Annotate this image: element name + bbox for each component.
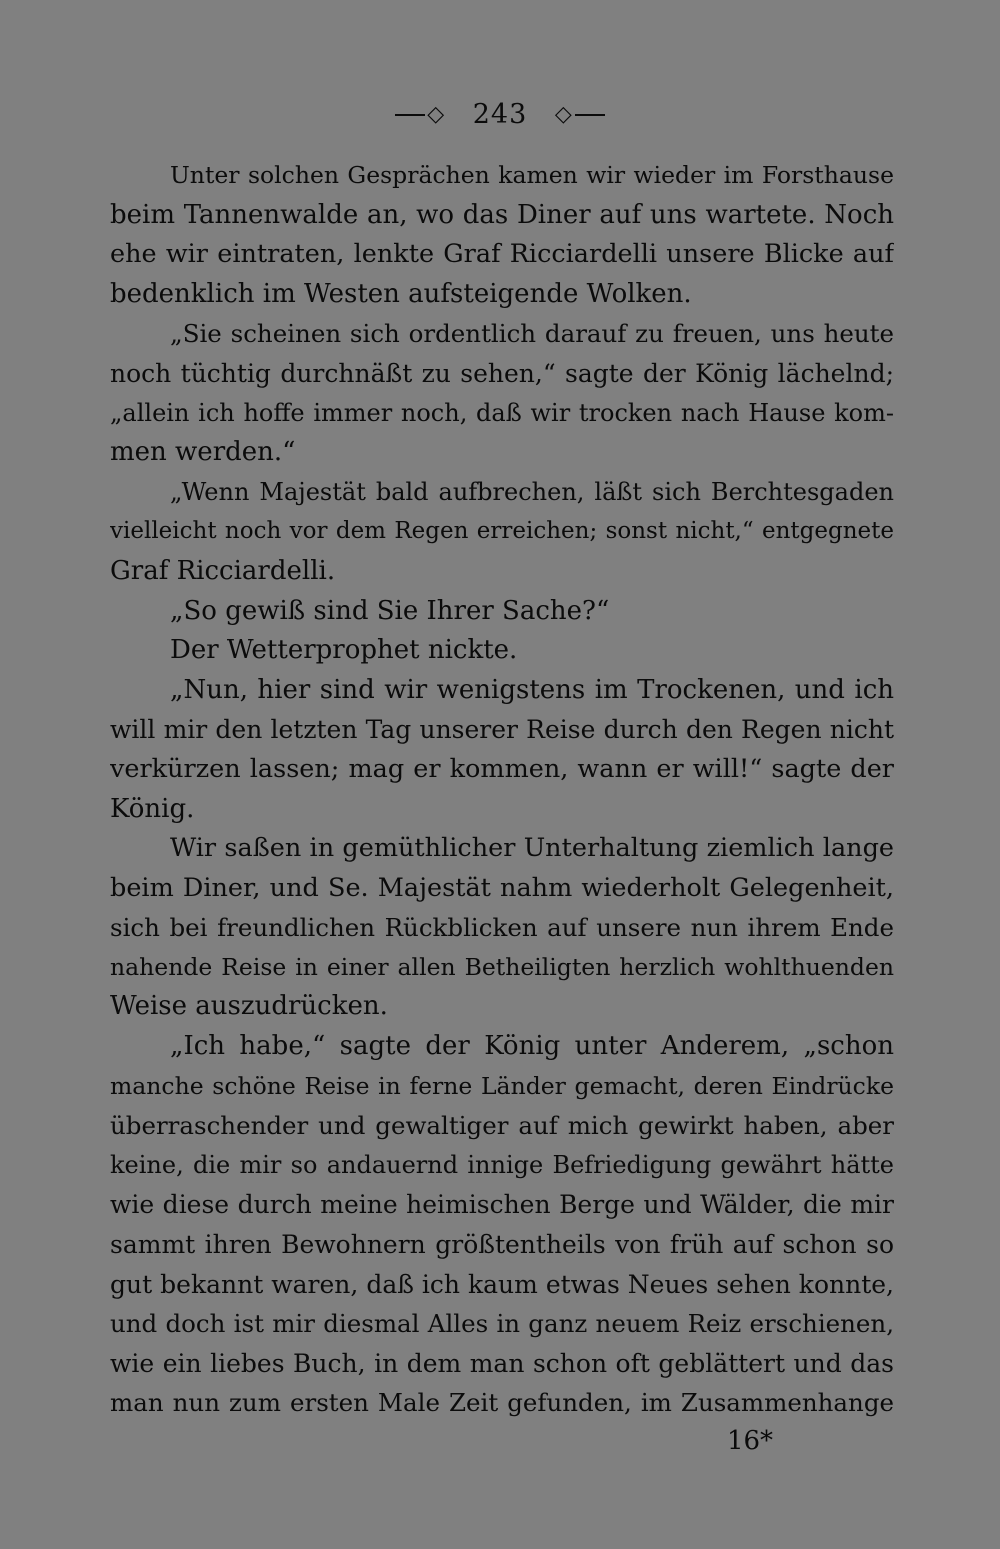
text-line: „Nun, hier sind wir wenigstens im Trockenen, und ich: [170, 674, 894, 705]
ornament-right-icon: ◇: [554, 102, 573, 127]
text-line: verkürzen lassen; mag er kommen, wann er will!“ sagte der: [110, 753, 894, 784]
text-line: Graf Ricciardelli.: [110, 555, 336, 586]
text-line: manche schöne Reise in ferne Länder gemacht, deren Eindrücke: [110, 1071, 894, 1100]
text-line: gut bekannt waren, daß ich kaum etwas Neues sehen konnte,: [110, 1269, 894, 1299]
text-line: beim Diner, und Se. Majestät nahm wiederholt Gelegenheit,: [110, 872, 894, 903]
text-line: König.: [110, 793, 195, 824]
ornament-left-icon: ◇: [427, 102, 446, 127]
text-line: Der Wetterprophet nickte.: [170, 635, 518, 666]
header-rule-left: [395, 114, 425, 116]
text-line: wie diese durch meine heimischen Berge und Wälder, die mir: [110, 1190, 894, 1220]
text-line: überraschender und gewaltiger auf mich gewirkt haben, aber: [110, 1111, 894, 1141]
text-line: bedenklich im Westen aufsteigende Wolken.: [110, 278, 692, 309]
text-line: keine, die mir so andauernd innige Befriedigung gewährt hätte: [110, 1150, 894, 1179]
page-number: 243: [472, 99, 528, 130]
text-line: „allein ich hoffe immer noch, daß wir trocken nach Hause kom-: [110, 398, 894, 427]
text-line: vielleicht noch vor dem Regen erreichen; sonst nicht,“ entgegnete: [110, 518, 894, 545]
text-line: ehe wir eintraten, lenkte Graf Ricciardelli unsere Blicke auf: [110, 239, 894, 270]
text-line: Wir saßen in gemüthlicher Unterhaltung ziemlich lange: [170, 833, 894, 864]
text-line: wie ein liebes Buch, in dem man schon oft geblättert und das: [110, 1348, 894, 1378]
text-line: Unter solchen Gesprächen kamen wir wieder im Forsthause: [170, 161, 894, 189]
text-line: noch tüchtig durchnäßt zu sehen,“ sagte der König lächelnd;: [110, 358, 894, 388]
text-line: men werden.“: [110, 437, 296, 468]
header-rule-right: [575, 114, 605, 116]
signature-mark: 16*: [726, 1426, 774, 1456]
text-line: Weise auszudrücken.: [110, 991, 388, 1022]
body-text: [110, 156, 894, 1423]
text-line: beim Tannenwalde an, wo das Diner auf uns wartete. Noch: [110, 199, 894, 230]
text-line: „Ich habe,“ sagte der König unter Anderem, „schon: [170, 1031, 894, 1062]
text-line: sammt ihren Bewohnern größtentheils von früh auf schon so: [110, 1230, 894, 1260]
text-line: „Sie scheinen sich ordentlich darauf zu freuen, uns heute: [170, 319, 894, 349]
text-line: „So gewiß sind Sie Ihrer Sache?“: [170, 595, 610, 626]
text-line: und doch ist mir diesmal Alles in ganz neuem Reiz erschienen,: [110, 1309, 894, 1339]
page-header: [0, 98, 1000, 130]
text-line: „Wenn Majestät bald aufbrechen, läßt sich Berchtesgaden: [170, 477, 894, 506]
text-line: sich bei freundlichen Rückblicken auf unsere nun ihrem Ende: [110, 913, 894, 943]
text-line: man nun zum ersten Male Zeit gefunden, im Zusammenhange: [110, 1388, 894, 1418]
text-line: will mir den letzten Tag unserer Reise durch den Regen nicht: [110, 715, 894, 745]
text-line: nahende Reise in einer allen Betheiligten herzlich wohlthuenden: [110, 952, 894, 981]
